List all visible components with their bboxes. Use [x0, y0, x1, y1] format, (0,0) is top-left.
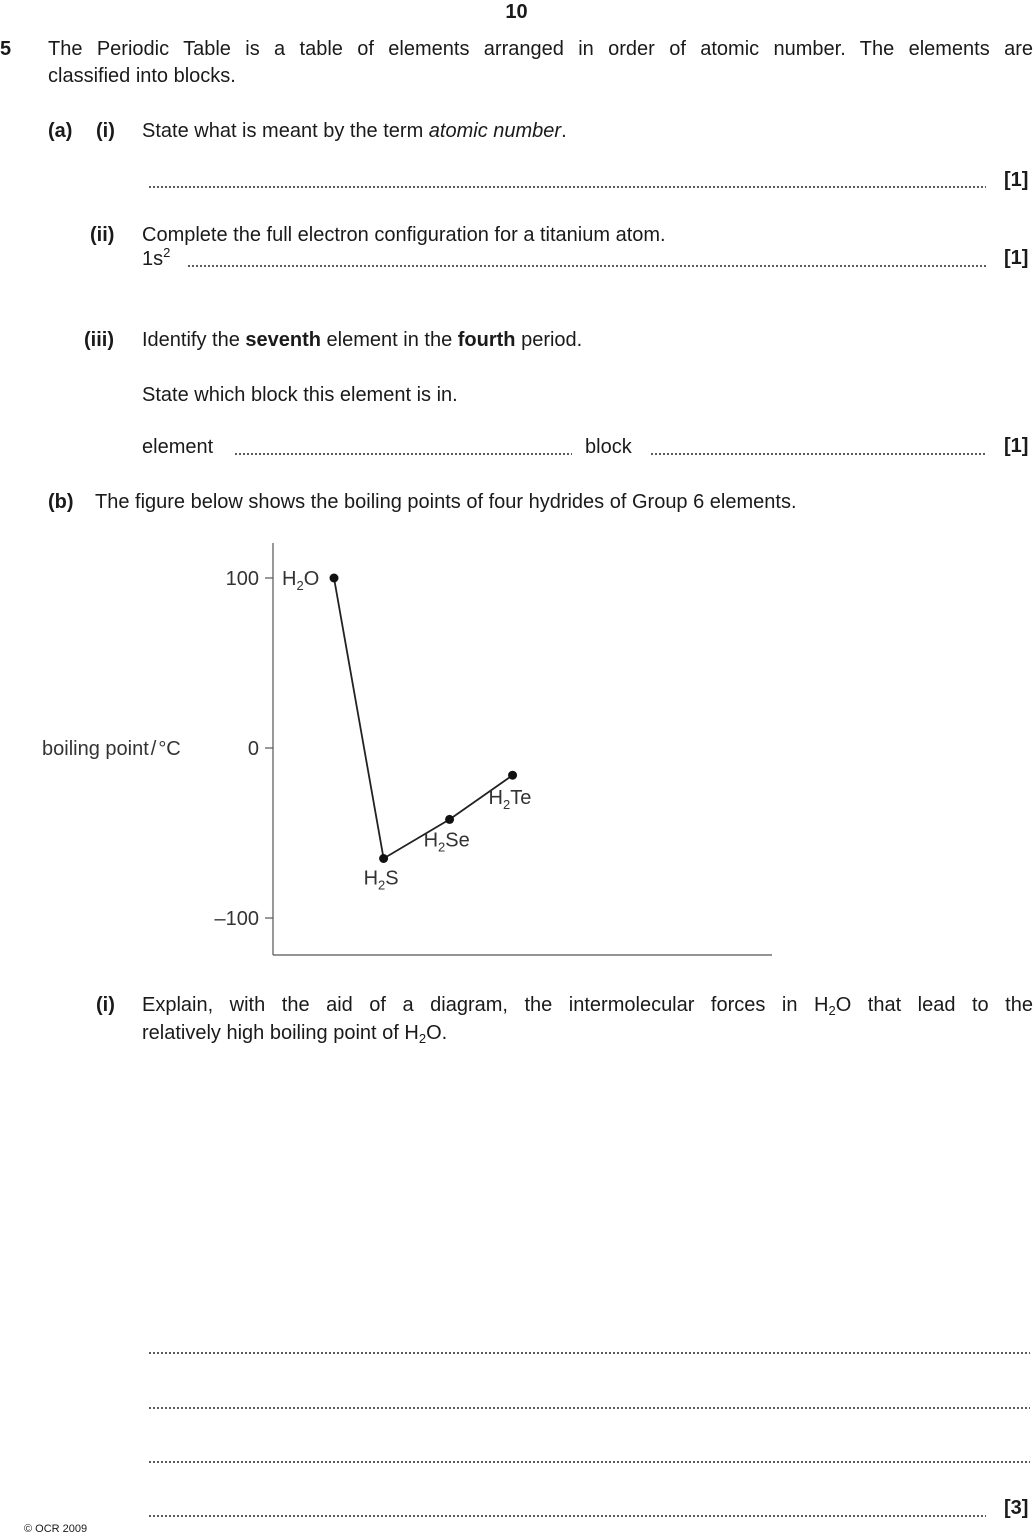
data-label-H2O: $H_2O$ [282, 568, 320, 593]
mark-a-i: [1] [1004, 169, 1029, 191]
question-intro-line2: classified into blocks. [48, 65, 236, 87]
boiling-point-line [334, 578, 513, 859]
part-b-i-line2 [142, 1021, 447, 1045]
config-superscript: 2 [163, 245, 171, 260]
answer-line-element[interactable] [234, 453, 572, 455]
answer-line-a-i[interactable] [148, 186, 986, 188]
part-a-i-period: . [561, 120, 567, 142]
part-a-i-text: State what is meant by the term [142, 120, 429, 142]
part-a-label: (a) [48, 120, 73, 142]
mark-a-ii: [1] [1004, 247, 1029, 269]
data-point-H2Te [508, 771, 517, 780]
b-i-text-4: O. [426, 1022, 448, 1044]
page-number: 10 [505, 1, 528, 23]
y-tick-label-1: 0 [247, 738, 259, 760]
copyright-footer: © OCR 2009 [24, 1523, 88, 1535]
question-intro-line1: The Periodic Table is a table of elements arranged in order of atomic number. The elements are [48, 38, 1033, 60]
answer-line-block[interactable] [650, 453, 986, 455]
part-a-iii-label: (iii) [84, 329, 114, 351]
part-a-iii-block-question: State which block this element is in. [142, 384, 458, 406]
data-label-H2S: $H_2S$ [363, 867, 399, 893]
answer-line-b-i-3[interactable] [148, 1461, 1030, 1463]
b-i-sub-2: 2 [418, 1031, 427, 1046]
part-b-text: The figure below shows the boiling points of four hydrides of Group 6 elements. [95, 491, 797, 513]
question-number: 5 [0, 38, 12, 60]
y-tick-label-2: –100 [214, 908, 259, 930]
boiling-point-chart [0, 535, 1033, 965]
answer-line-b-i-2[interactable] [148, 1407, 1030, 1409]
data-label-H2Te: $H_2Te$ [488, 787, 532, 813]
iii-bold-fourth: fourth [457, 329, 516, 351]
b-i-sub-1: 2 [828, 1003, 836, 1018]
iii-bold-seventh: seventh [245, 329, 321, 351]
mark-b-i: [3] [1004, 1497, 1029, 1519]
y-axis-label: boiling point / °C [42, 738, 181, 760]
part-a-ii-question: Complete the full electron configuration for a titanium atom. [142, 224, 666, 246]
mark-a-iii: [1] [1004, 435, 1029, 457]
data-point-H2S [379, 854, 388, 863]
data-point-H2O [330, 574, 339, 583]
block-label: block [585, 436, 632, 458]
term-atomic-number: atomic number [428, 120, 562, 142]
answer-line-b-i-1[interactable] [148, 1352, 1030, 1354]
b-i-text-2: O that lead to the [835, 994, 1033, 1016]
element-label: element [142, 436, 214, 458]
data-point-H2Se [445, 815, 454, 824]
b-i-text-3: relatively high boiling point of H [142, 1022, 419, 1044]
b-i-text-1: Explain, with the aid of a diagram, the intermolecular forces in H [142, 994, 829, 1016]
electron-configuration-prefix [142, 247, 170, 271]
part-b-i-line1 [142, 993, 1033, 1017]
config-base: 1s [142, 248, 164, 270]
part-a-i-label: (i) [96, 120, 115, 142]
y-tick-label-0: 100 [225, 568, 259, 590]
data-label-H2Se: $H_2Se$ [423, 829, 470, 855]
part-b-label: (b) [48, 491, 74, 513]
iii-text-3: period. [515, 329, 583, 351]
iii-text-1: Identify the [142, 329, 246, 351]
part-b-i-label: (i) [96, 994, 115, 1016]
part-a-iii-question [142, 328, 582, 352]
part-a-ii-label: (ii) [90, 224, 115, 246]
answer-line-a-ii[interactable] [187, 265, 986, 267]
iii-text-2: element in the [321, 329, 458, 351]
answer-line-b-i-4[interactable] [148, 1515, 986, 1517]
part-a-i-question [142, 119, 567, 143]
